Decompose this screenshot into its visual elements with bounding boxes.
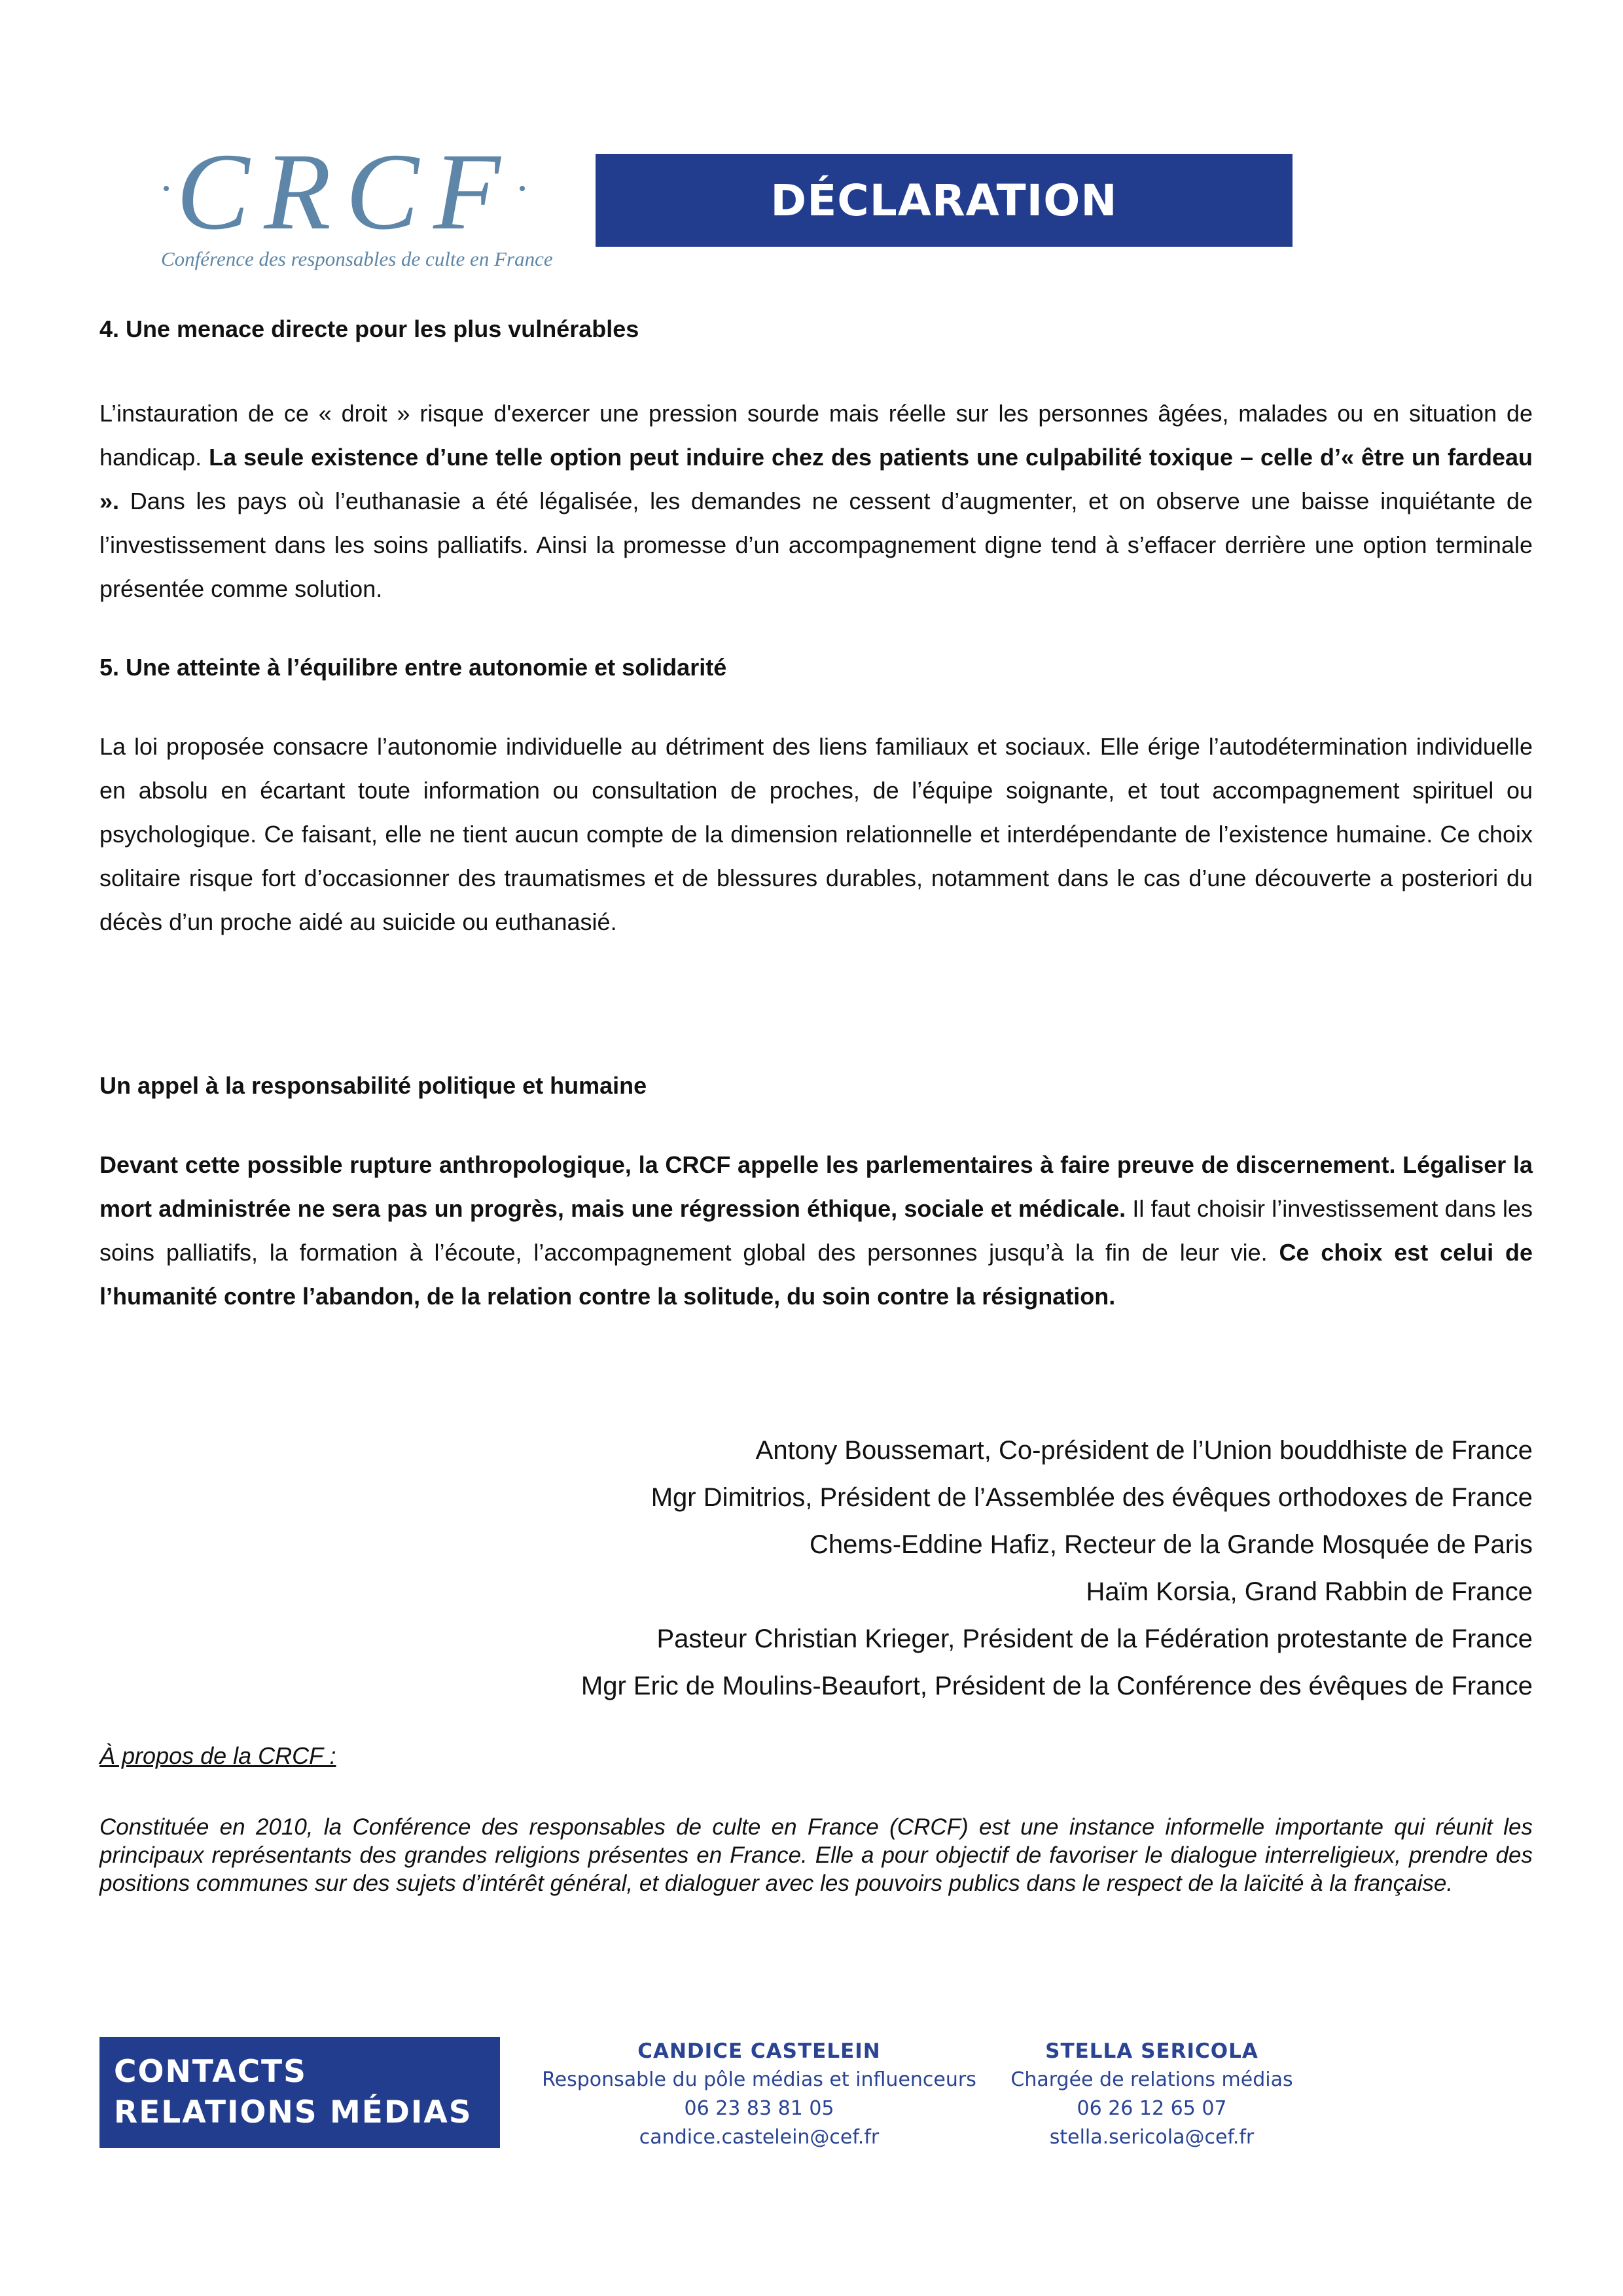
section-5-heading: 5. Une atteinte à l’équilibre entre autonomie et solidarité [99,654,727,681]
logo-subtitle: Conférence des responsables de culte en France [161,247,553,270]
contact-card [537,2037,982,2152]
signature-line: Antony Boussemart, Co-président de l’Union bouddhiste de France [755,1436,1533,1465]
signature-line: Haïm Korsia, Grand Rabbin de France [1086,1577,1533,1606]
logo-dot-right [520,186,525,191]
appeal-heading: Un appel à la responsabilité politique et humaine [99,1072,647,1099]
document-body [99,313,1533,1318]
appeal-bold-text-1: Devant cette possible rupture anthropologique, la CRCF appelle les parlementaires à faire preuve de discernement. Légaliser la mort administrée ne sera pas un progrès, mais une régression éthique, sociale et médicale. [99,1151,1533,1222]
declaration-banner: DÉCLARATION [596,154,1293,247]
contact-email: candice.castelein@cef.fr [639,2126,880,2149]
appeal-normal-text: Il faut choisir l’investissement dans les soins palliatifs, la formation à l’écoute, l’accompagnement global des personnes jusqu’à la fin de leur vie. [99,1195,1533,1266]
section-4-heading: 4. Une menace directe pour les plus vulnérables [99,315,639,342]
logo-wordmark: CRCF [176,131,515,253]
appeal-paragraph [99,1143,1533,1318]
contact-card [1001,2037,1302,2152]
contacts-banner-line-2: RELATIONS MÉDIAS [114,2094,473,2130]
about-title: À propos de la CRCF : [99,1742,336,1769]
section-5-paragraph: La loi proposée consacre l’autonomie individuelle au détriment des liens familiaux et sociaux. Elle érige l’autodétermination individuelle en absolu en écartant toute information ou consultation de proches, de l’équipe soignante, et tout accompagnement spirituel ou psychologique. Ce faisant, elle ne tient aucun compte de la dimension relationnelle et interdépendante de l’existence humaine. Ce choix solitaire risque fort d’occasionner des traumatismes et de blessures durables, notamment dans le cas d’une découverte a posteriori du décès d’un proche aidé au suicide ou euthanasié. [99,733,1533,935]
contact-phone: 06 26 12 65 07 [1077,2097,1227,2120]
crcf-logo [156,131,553,274]
contact-phone: 06 23 83 81 05 [684,2097,834,2120]
contact-name: CANDICE CASTELEIN [637,2039,881,2063]
contact-role: Responsable du pôle médias et influenceurs [542,2068,976,2091]
signature-line: Mgr Dimitrios, Président de l’Assemblée des évêques orthodoxes de France [651,1483,1533,1512]
section-4-paragraph [99,391,1533,611]
signature-line: Mgr Eric de Moulins-Beaufort, Président de la Conférence des évêques de France [580,1672,1533,1700]
contact-name: STELLA SERICOLA [1045,2039,1258,2063]
contacts-banner-line-1: CONTACTS [114,2054,307,2090]
appeal-bold-text-2: Ce choix est celui de l’humanité contre l’abandon, de la relation contre la solitude, du soin contre la résignation. [99,1239,1533,1310]
signature-line: Pasteur Christian Krieger, Président de la Fédération protestante de France [656,1624,1533,1653]
contact-email: stella.sericola@cef.fr [1049,2126,1255,2149]
section-4-text-end: Dans les pays où l’euthanasie a été légalisée, les demandes ne cessent d’augmenter, et on observe une baisse inquiétante de l’investissement dans les soins palliatifs. Ainsi la promesse d’un accompagnement digne tend à s’effacer derrière une option terminale présentée comme solution. [99,488,1533,602]
contact-role: Chargée de relations médias [1010,2068,1293,2091]
about-text: Constituée en 2010, la Conférence des responsables de culte en France (CRCF) est une instance informelle importante qui réunit les principaux représentants des grandes religions présentes en France. Elle a pour objectif de favoriser le dialogue interreligieux, prendre des positions communes sur des sujets d’intérêt général, et dialoguer avec les pouvoirs publics dans le respect de la laïcité à la française. [99,1814,1533,1896]
signature-line: Chems-Eddine Hafiz, Recteur de la Grande Mosquée de Paris [810,1530,1533,1559]
section-4-bold-text: La seule existence d’une telle option peut induire chez des patients une culpabilité toxique – celle d’« être un fardeau ». [99,444,1533,514]
contacts-banner [99,2037,500,2148]
section-4-text-start: L’instauration de ce « droit » risque d'exercer une pression sourde mais réelle sur les personnes âgées, malades ou en situation de handicap. [99,400,1533,471]
signatures-block [581,1427,1533,1710]
